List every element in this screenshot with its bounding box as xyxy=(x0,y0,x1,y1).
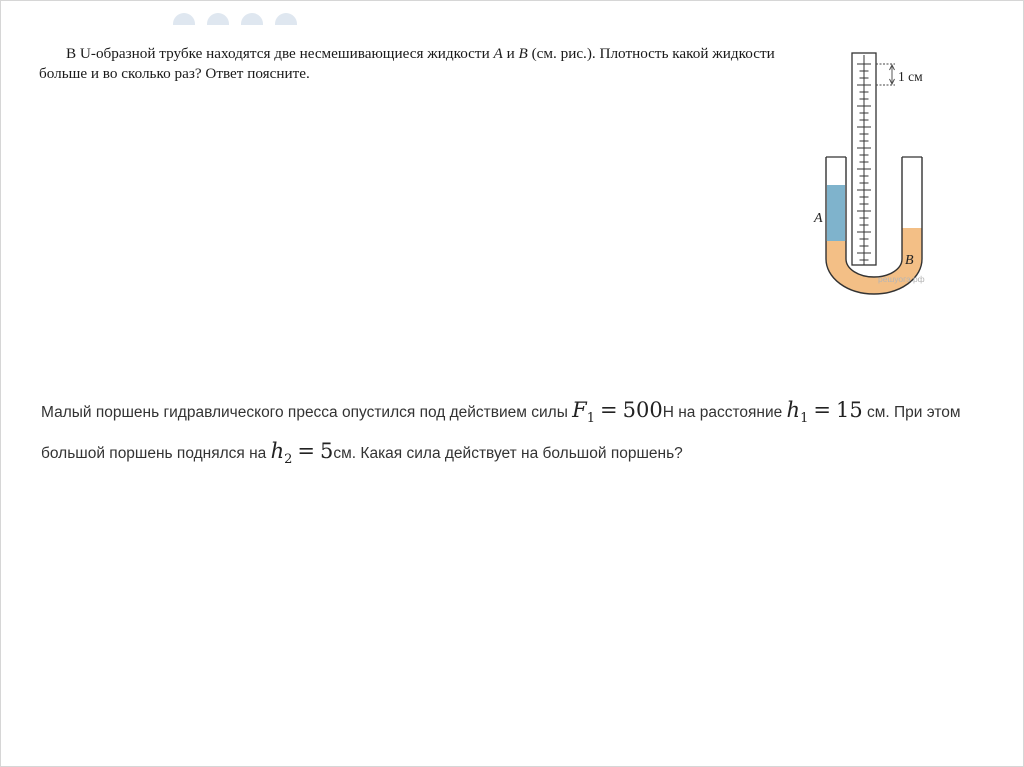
label-a: A xyxy=(814,211,823,226)
h2-equals: = xyxy=(297,439,316,464)
task-1-var-a: A xyxy=(493,45,503,62)
label-b: B xyxy=(905,253,914,268)
formula-h2 xyxy=(270,439,334,468)
scale-label: 1 см xyxy=(898,69,923,84)
task-1-part-3: (см. рис.). Плотность какой жидкости больше и во сколько раз? Ответ поясните. xyxy=(39,45,775,82)
task-1-part-2: и xyxy=(502,45,519,62)
h1-var: h xyxy=(786,398,801,422)
f-var: F xyxy=(572,398,587,422)
h2-var: h xyxy=(270,439,285,464)
task-2-part-3: При этом большой поршень поднялся на xyxy=(41,404,961,463)
task-1-part-1: В U-образной трубке находятся две несмешивающиеся жидкости xyxy=(66,45,494,62)
liquid-a xyxy=(827,185,845,241)
h2-unit: см. xyxy=(333,445,357,463)
task-2-part-4: Какая сила действует на большой поршень? xyxy=(356,445,683,463)
h1-value: 15 xyxy=(835,398,863,422)
h2-sub: 2 xyxy=(284,452,293,468)
h1-unit: см. xyxy=(862,404,890,421)
h1-equals: = xyxy=(813,398,831,422)
f-equals: = xyxy=(600,398,618,422)
task-2-part-1: Малый поршень гидравлического пресса опустился под действием силы xyxy=(41,404,573,421)
watermark: решуогэ.рф xyxy=(878,274,925,284)
task-1-var-b: B xyxy=(518,45,528,62)
task-2-part-2: на расстояние xyxy=(673,404,787,421)
faded-header-decoration xyxy=(173,11,301,25)
f-unit: Н xyxy=(662,404,674,421)
u-tube-figure xyxy=(807,51,937,299)
h1-sub: 1 xyxy=(800,411,809,427)
h2-value: 5 xyxy=(320,439,334,464)
f-value: 500 xyxy=(622,398,663,422)
task-1-text xyxy=(39,44,809,84)
formula-f1 xyxy=(572,398,663,427)
formula-h1 xyxy=(786,398,863,427)
f-sub: 1 xyxy=(586,411,596,427)
task-2-text xyxy=(41,394,1016,476)
